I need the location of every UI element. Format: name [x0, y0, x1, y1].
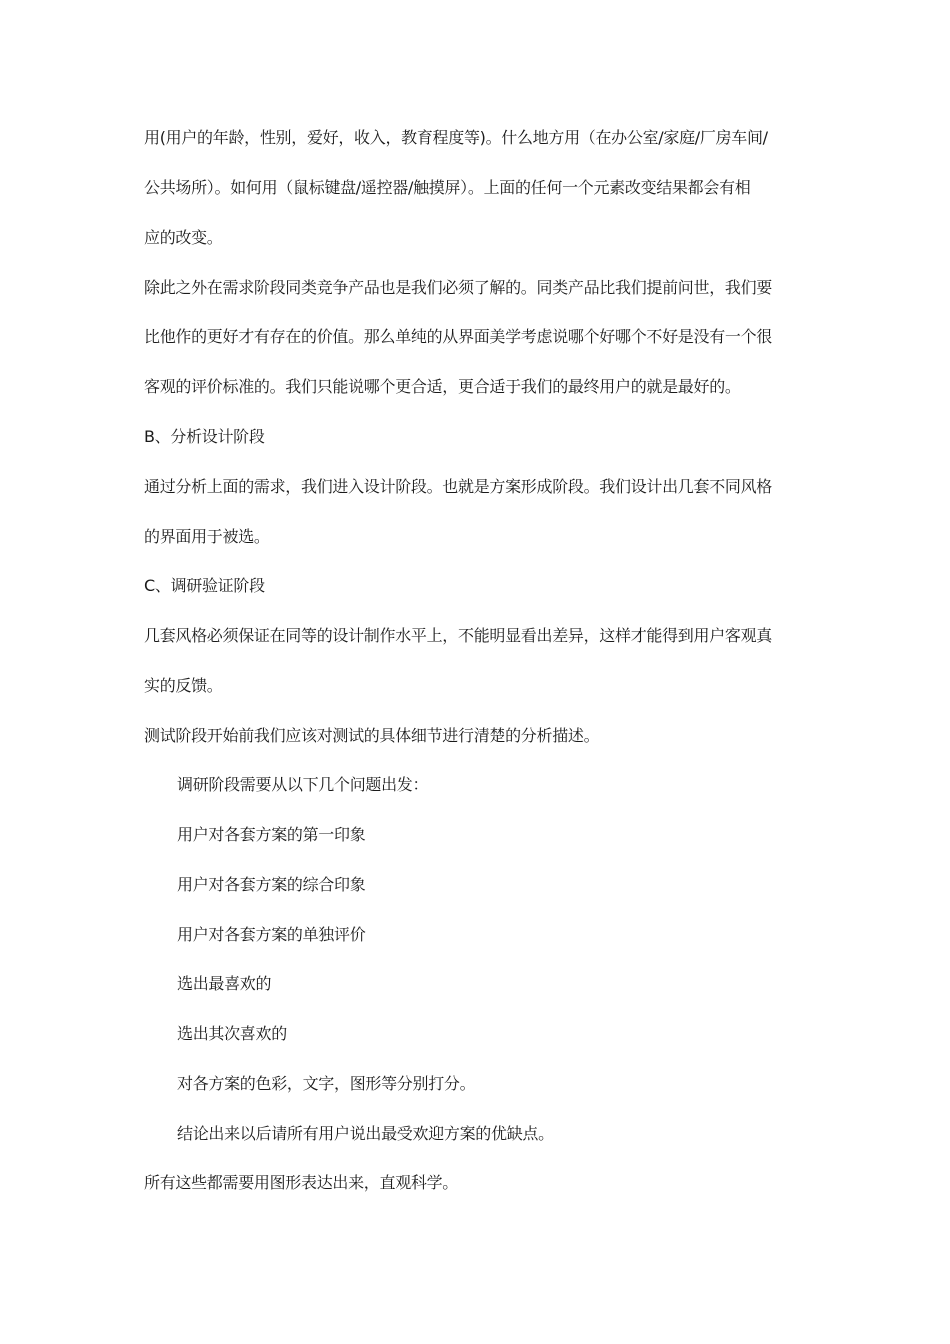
list-intro: 调研阶段需要从以下几个问题出发：: [177, 775, 429, 794]
paragraph-line: 除此之外在需求阶段同类竞争产品也是我们必须了解的。同类产品比我们提前问世，我们要: [144, 278, 773, 297]
paragraph-line: 比他作的更好才有存在的价值。那么单纯的从界面美学考虑说哪个好哪个不好是没有一个很: [144, 327, 773, 346]
list-item: 选出最喜欢的: [177, 974, 272, 993]
paragraph-line: 的界面用于被选。: [144, 527, 270, 546]
list-item: 对各方案的色彩，文字，图形等分别打分。: [177, 1074, 476, 1093]
paragraph-line: 用(用户的年龄，性别，爱好，收入，教育程度等)。什么地方用（在办公室/家庭/厂房车间/: [144, 128, 768, 147]
paragraph-line: 通过分析上面的需求，我们进入设计阶段。也就是方案形成阶段。我们设计出几套不同风格: [144, 477, 773, 496]
paragraph-line: 几套风格必须保证在同等的设计制作水平上，不能明显看出差异，这样才能得到用户客观真: [144, 626, 773, 645]
paragraph-line: 测试阶段开始前我们应该对测试的具体细节进行清楚的分析描述。: [144, 726, 600, 745]
section-heading: C、调研验证阶段: [144, 576, 265, 595]
list-item: 用户对各套方案的第一印象: [177, 825, 366, 844]
list-item: 用户对各套方案的单独评价: [177, 925, 366, 944]
paragraph-line: 应的改变。: [144, 228, 223, 247]
section-heading: B、分析设计阶段: [144, 427, 265, 446]
paragraph-line: 所有这些都需要用图形表达出来，直观科学。: [144, 1173, 459, 1192]
paragraph-line: 客观的评价标准的。我们只能说哪个更合适，更合适于我们的最终用户的就是最好的。: [144, 377, 741, 396]
list-item: 用户对各套方案的综合印象: [177, 875, 366, 894]
paragraph-line: 实的反馈。: [144, 676, 223, 695]
list-item: 选出其次喜欢的: [177, 1024, 287, 1043]
paragraph-line: 公共场所）。如何用（鼠标键盘/遥控器/触摸屏）。上面的任何一个元素改变结果都会有相: [144, 178, 751, 197]
list-item: 结论出来以后请所有用户说出最受欢迎方案的优缺点。: [177, 1124, 554, 1143]
